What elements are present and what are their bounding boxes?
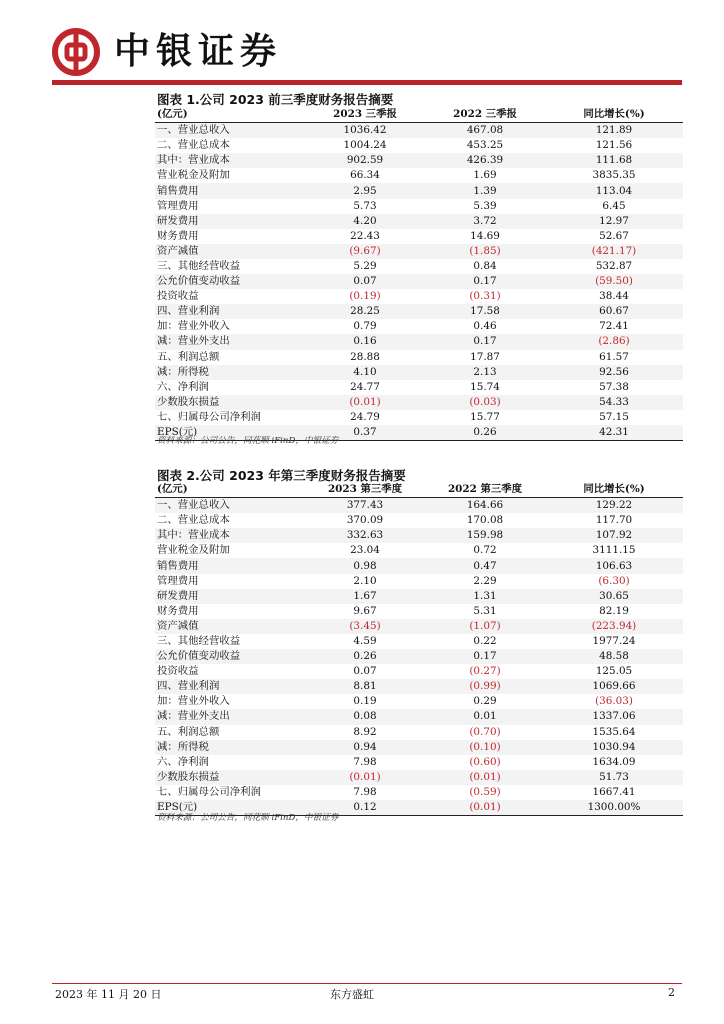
row-value: 3835.35	[592, 169, 636, 182]
row-value: (0.10)	[425, 740, 545, 755]
table-row	[155, 649, 683, 664]
row-value: 17.87	[470, 350, 500, 363]
table-row	[155, 694, 683, 709]
header-rule	[52, 80, 682, 85]
table2-source: 资料来源：公司公告，同花顺 iFinD，中银证券	[157, 813, 339, 823]
row-value: 1667.41	[592, 785, 636, 798]
row-value: 1030.94	[545, 740, 683, 755]
row-label: 管理费用	[157, 199, 199, 212]
table-row	[155, 153, 683, 168]
row-value: 7.98	[353, 785, 377, 798]
row-label: 其中：营业成本	[155, 528, 305, 543]
row-label: 七、归属母公司净利润	[157, 785, 261, 798]
row-value: 42.31	[545, 425, 683, 441]
row-value: 5.31	[473, 604, 497, 617]
row-value: 1069.66	[545, 679, 683, 694]
row-value: 1.39	[425, 183, 545, 198]
table-row	[155, 589, 683, 604]
row-value: 2.13	[425, 365, 545, 380]
row-value: 38.44	[599, 290, 629, 303]
row-label: 管理费用	[157, 574, 199, 587]
row-value: 6.45	[602, 199, 626, 212]
row-label: 财务费用	[157, 604, 199, 617]
table-row	[155, 168, 683, 183]
footer-rule	[52, 983, 682, 984]
row-value: (2.86)	[545, 334, 683, 349]
row-value: 60.67	[545, 304, 683, 319]
table-row	[155, 528, 683, 543]
table1-header-unit: (亿元)	[155, 107, 305, 123]
row-value: 1300.00%	[545, 800, 683, 816]
row-value: 121.89	[545, 123, 683, 139]
row-value: (36.03)	[595, 695, 633, 708]
row-label: 销售费用	[155, 183, 305, 198]
row-value: 107.92	[545, 528, 683, 543]
row-value: 24.79	[350, 410, 380, 423]
table-row	[155, 229, 683, 244]
row-value: 1634.09	[592, 755, 636, 768]
row-label: 销售费用	[155, 558, 305, 573]
row-value: 0.26	[305, 649, 425, 664]
row-value: 1036.42	[305, 123, 425, 139]
row-label: 公允价值变动收益	[155, 649, 305, 664]
table-row	[155, 664, 683, 679]
row-label: 一、营业总收入	[155, 498, 305, 514]
table-row	[155, 634, 683, 649]
row-label: 减：所得税	[155, 740, 305, 755]
row-value: 0.37	[305, 425, 425, 441]
row-value: 28.88	[350, 350, 380, 363]
row-label: 研发费用	[155, 214, 305, 229]
table-row	[155, 679, 683, 694]
row-label: 四、营业利润	[155, 679, 305, 694]
row-value: (223.94)	[545, 619, 683, 634]
bank-of-china-logo-icon	[52, 28, 100, 76]
row-value: 0.01	[425, 709, 545, 724]
table-row	[155, 304, 683, 319]
row-value: 0.46	[473, 320, 497, 333]
row-label: 减：营业外支出	[155, 709, 305, 724]
row-value: (0.99)	[425, 679, 545, 694]
row-value: 15.74	[470, 380, 500, 393]
row-label: 六、净利润	[157, 380, 209, 393]
row-label: 资产减值	[155, 619, 305, 634]
row-value: 82.19	[599, 604, 629, 617]
row-value: (0.01)	[425, 800, 545, 816]
row-value: 106.63	[545, 558, 683, 573]
row-value: 0.47	[425, 558, 545, 573]
table-row	[155, 123, 683, 139]
table-row	[155, 755, 683, 770]
row-value: 54.33	[545, 395, 683, 410]
row-value: 0.08	[305, 709, 425, 724]
row-value: 170.08	[466, 514, 504, 527]
row-value: 51.73	[545, 770, 683, 785]
table2-header-unit: (亿元)	[155, 482, 305, 498]
table1-header-2023: 2023 三季报	[305, 107, 425, 123]
row-value: 5.29	[353, 259, 377, 272]
table-row	[155, 350, 683, 365]
row-value: 1977.24	[592, 634, 636, 647]
table-row	[155, 138, 683, 153]
row-value: (421.17)	[545, 244, 683, 259]
row-label: 减：营业外支出	[155, 334, 305, 349]
row-value: 4.10	[305, 365, 425, 380]
page-number: 2	[668, 986, 675, 999]
table1-header-2022: 2022 三季报	[425, 107, 545, 123]
row-value: (9.67)	[305, 244, 425, 259]
table-row	[155, 558, 683, 573]
row-label: EPS(元)	[155, 425, 305, 441]
row-label: 三、其他经营收益	[157, 634, 241, 647]
row-value: 0.12	[305, 800, 425, 816]
row-value: 15.77	[470, 410, 500, 423]
table1-source: 资料来源：公司公告，同花顺 iFinD，中银证券	[157, 436, 339, 446]
row-value: 12.97	[545, 214, 683, 229]
row-label: 其中：营业成本	[155, 153, 305, 168]
row-label: 五、利润总额	[157, 350, 220, 363]
row-label: 六、净利润	[157, 755, 209, 768]
footer-company: 东方盛虹	[330, 988, 374, 1001]
row-value: 30.65	[545, 589, 683, 604]
row-value: 17.58	[425, 304, 545, 319]
report-header	[52, 28, 682, 76]
table-row	[155, 619, 683, 634]
row-value: 0.72	[473, 544, 497, 557]
row-label: 营业税金及附加	[157, 169, 230, 182]
row-label: 研发费用	[155, 589, 305, 604]
table2-title: 图表 2.公司 2023 年第三季度财务报告摘要	[157, 468, 406, 483]
row-value: (0.01)	[305, 395, 425, 410]
table-row	[155, 410, 683, 425]
row-value: 57.38	[599, 380, 629, 393]
row-label: 投资收益	[157, 290, 199, 303]
table-row	[155, 214, 683, 229]
table-row	[155, 395, 683, 410]
row-value: 902.59	[305, 153, 425, 168]
row-value: 0.17	[425, 334, 545, 349]
row-value: 23.04	[350, 544, 380, 557]
row-value: 3111.15	[592, 544, 636, 557]
row-value: 111.68	[545, 153, 683, 168]
row-value: 2.95	[305, 183, 425, 198]
table-row	[155, 244, 683, 259]
table2-header-2022: 2022 第三季度	[425, 482, 545, 498]
row-value: 370.09	[346, 514, 384, 527]
row-value: 0.16	[305, 334, 425, 349]
row-value: 467.08	[425, 123, 545, 139]
brand-name: 中银证券	[114, 31, 283, 72]
row-value: (0.60)	[469, 755, 501, 768]
row-label: 五、利润总额	[157, 725, 220, 738]
table2-header-yoy: 同比增长(%)	[545, 482, 683, 498]
row-value: 2.10	[353, 574, 377, 587]
row-value: 14.69	[470, 229, 500, 242]
table2-header-2023: 2023 第三季度	[305, 482, 425, 498]
table-row	[155, 709, 683, 724]
row-label: 财务费用	[157, 229, 199, 242]
row-value: 0.98	[305, 558, 425, 573]
table-row	[155, 334, 683, 349]
row-value: (59.50)	[545, 274, 683, 289]
row-label: 七、归属母公司净利润	[157, 410, 261, 423]
row-value: 5.39	[473, 199, 497, 212]
row-value: (1.85)	[425, 244, 545, 259]
table-row	[155, 574, 683, 589]
row-value: 4.59	[353, 634, 377, 647]
row-label: 少数股东损益	[155, 395, 305, 410]
row-value: 332.63	[305, 528, 425, 543]
row-label: 减：所得税	[155, 365, 305, 380]
row-value: 121.56	[595, 139, 633, 152]
row-value: 0.19	[353, 695, 377, 708]
row-value: 1337.06	[545, 709, 683, 724]
row-value: 377.43	[305, 498, 425, 514]
row-value: 28.25	[305, 304, 425, 319]
table-row	[155, 259, 683, 274]
row-value: 48.58	[545, 649, 683, 664]
table2	[155, 482, 683, 816]
row-label: 加：营业外收入	[157, 695, 230, 708]
row-value: 57.15	[599, 410, 629, 423]
row-label: 营业税金及附加	[157, 544, 230, 557]
table-row	[155, 183, 683, 198]
row-label: 投资收益	[157, 665, 199, 678]
table-row	[155, 319, 683, 334]
row-value: 0.07	[305, 274, 425, 289]
table-row	[155, 604, 683, 619]
table-row	[155, 289, 683, 304]
row-value: (0.01)	[305, 770, 425, 785]
table-row	[155, 770, 683, 785]
row-value: 0.94	[305, 740, 425, 755]
table-row	[155, 740, 683, 755]
row-label: 资产减值	[155, 244, 305, 259]
row-value: 113.04	[545, 183, 683, 198]
row-label: EPS(元)	[155, 800, 305, 816]
row-value: 0.07	[353, 665, 377, 678]
row-value: 1.31	[425, 589, 545, 604]
row-value: 125.05	[595, 665, 633, 678]
row-value: (6.30)	[598, 574, 630, 587]
row-label: 三、其他经营收益	[157, 259, 241, 272]
row-value: 22.43	[350, 229, 380, 242]
row-value: 426.39	[425, 153, 545, 168]
row-label: 少数股东损益	[155, 770, 305, 785]
row-value: 117.70	[595, 514, 633, 527]
table-row	[155, 274, 683, 289]
row-value: 61.57	[599, 350, 629, 363]
table-row	[155, 725, 683, 740]
row-value: 3.72	[425, 214, 545, 229]
row-label: 加：营业外收入	[157, 320, 230, 333]
row-value: 0.26	[425, 425, 545, 441]
row-value: 1004.24	[343, 139, 387, 152]
row-value: 1.69	[473, 169, 497, 182]
row-value: (1.07)	[425, 619, 545, 634]
table-row	[155, 380, 683, 395]
table1	[155, 107, 683, 441]
row-label: 二、营业总成本	[157, 139, 230, 152]
row-value: 92.56	[545, 365, 683, 380]
row-value: 24.77	[350, 380, 380, 393]
row-value: 0.17	[425, 649, 545, 664]
row-value: (0.31)	[469, 290, 501, 303]
row-value: 8.92	[353, 725, 377, 738]
footer-date: 2023 年 11 月 20 日	[55, 988, 162, 1001]
row-value: 7.98	[353, 755, 377, 768]
row-value: (0.27)	[469, 665, 501, 678]
row-value: 0.79	[353, 320, 377, 333]
table-row	[155, 498, 683, 514]
row-value: (0.19)	[349, 290, 381, 303]
row-value: 453.25	[466, 139, 504, 152]
row-value: 66.34	[350, 169, 380, 182]
row-label: 四、营业利润	[155, 304, 305, 319]
row-value: 159.98	[425, 528, 545, 543]
table1-header-yoy: 同比增长(%)	[545, 107, 683, 123]
row-value: 0.84	[473, 259, 497, 272]
row-value: 0.29	[473, 695, 497, 708]
row-value: (0.01)	[425, 770, 545, 785]
row-value: 0.22	[473, 634, 497, 647]
row-value: 2.29	[473, 574, 497, 587]
row-label: 二、营业总成本	[157, 514, 230, 527]
row-value: 1.67	[305, 589, 425, 604]
row-label: 一、营业总收入	[155, 123, 305, 139]
row-value: 1535.64	[592, 725, 636, 738]
row-label: 公允价值变动收益	[155, 274, 305, 289]
row-value: (3.45)	[305, 619, 425, 634]
row-value: (0.70)	[469, 725, 501, 738]
table-row	[155, 365, 683, 380]
row-value: (0.03)	[425, 395, 545, 410]
row-value: 129.22	[545, 498, 683, 514]
row-value: 8.81	[305, 679, 425, 694]
row-value: (0.59)	[469, 785, 501, 798]
row-value: 0.17	[425, 274, 545, 289]
row-value: 532.87	[595, 259, 633, 272]
table-row	[155, 199, 683, 214]
table-row	[155, 785, 683, 800]
table-row	[155, 543, 683, 558]
row-value: 72.41	[599, 320, 629, 333]
table-row	[155, 513, 683, 528]
row-value: 164.66	[425, 498, 545, 514]
row-value: 5.73	[353, 199, 377, 212]
row-value: 52.67	[599, 229, 629, 242]
row-value: 4.20	[305, 214, 425, 229]
row-value: 9.67	[353, 604, 377, 617]
table1-title: 图表 1.公司 2023 前三季度财务报告摘要	[157, 92, 394, 107]
